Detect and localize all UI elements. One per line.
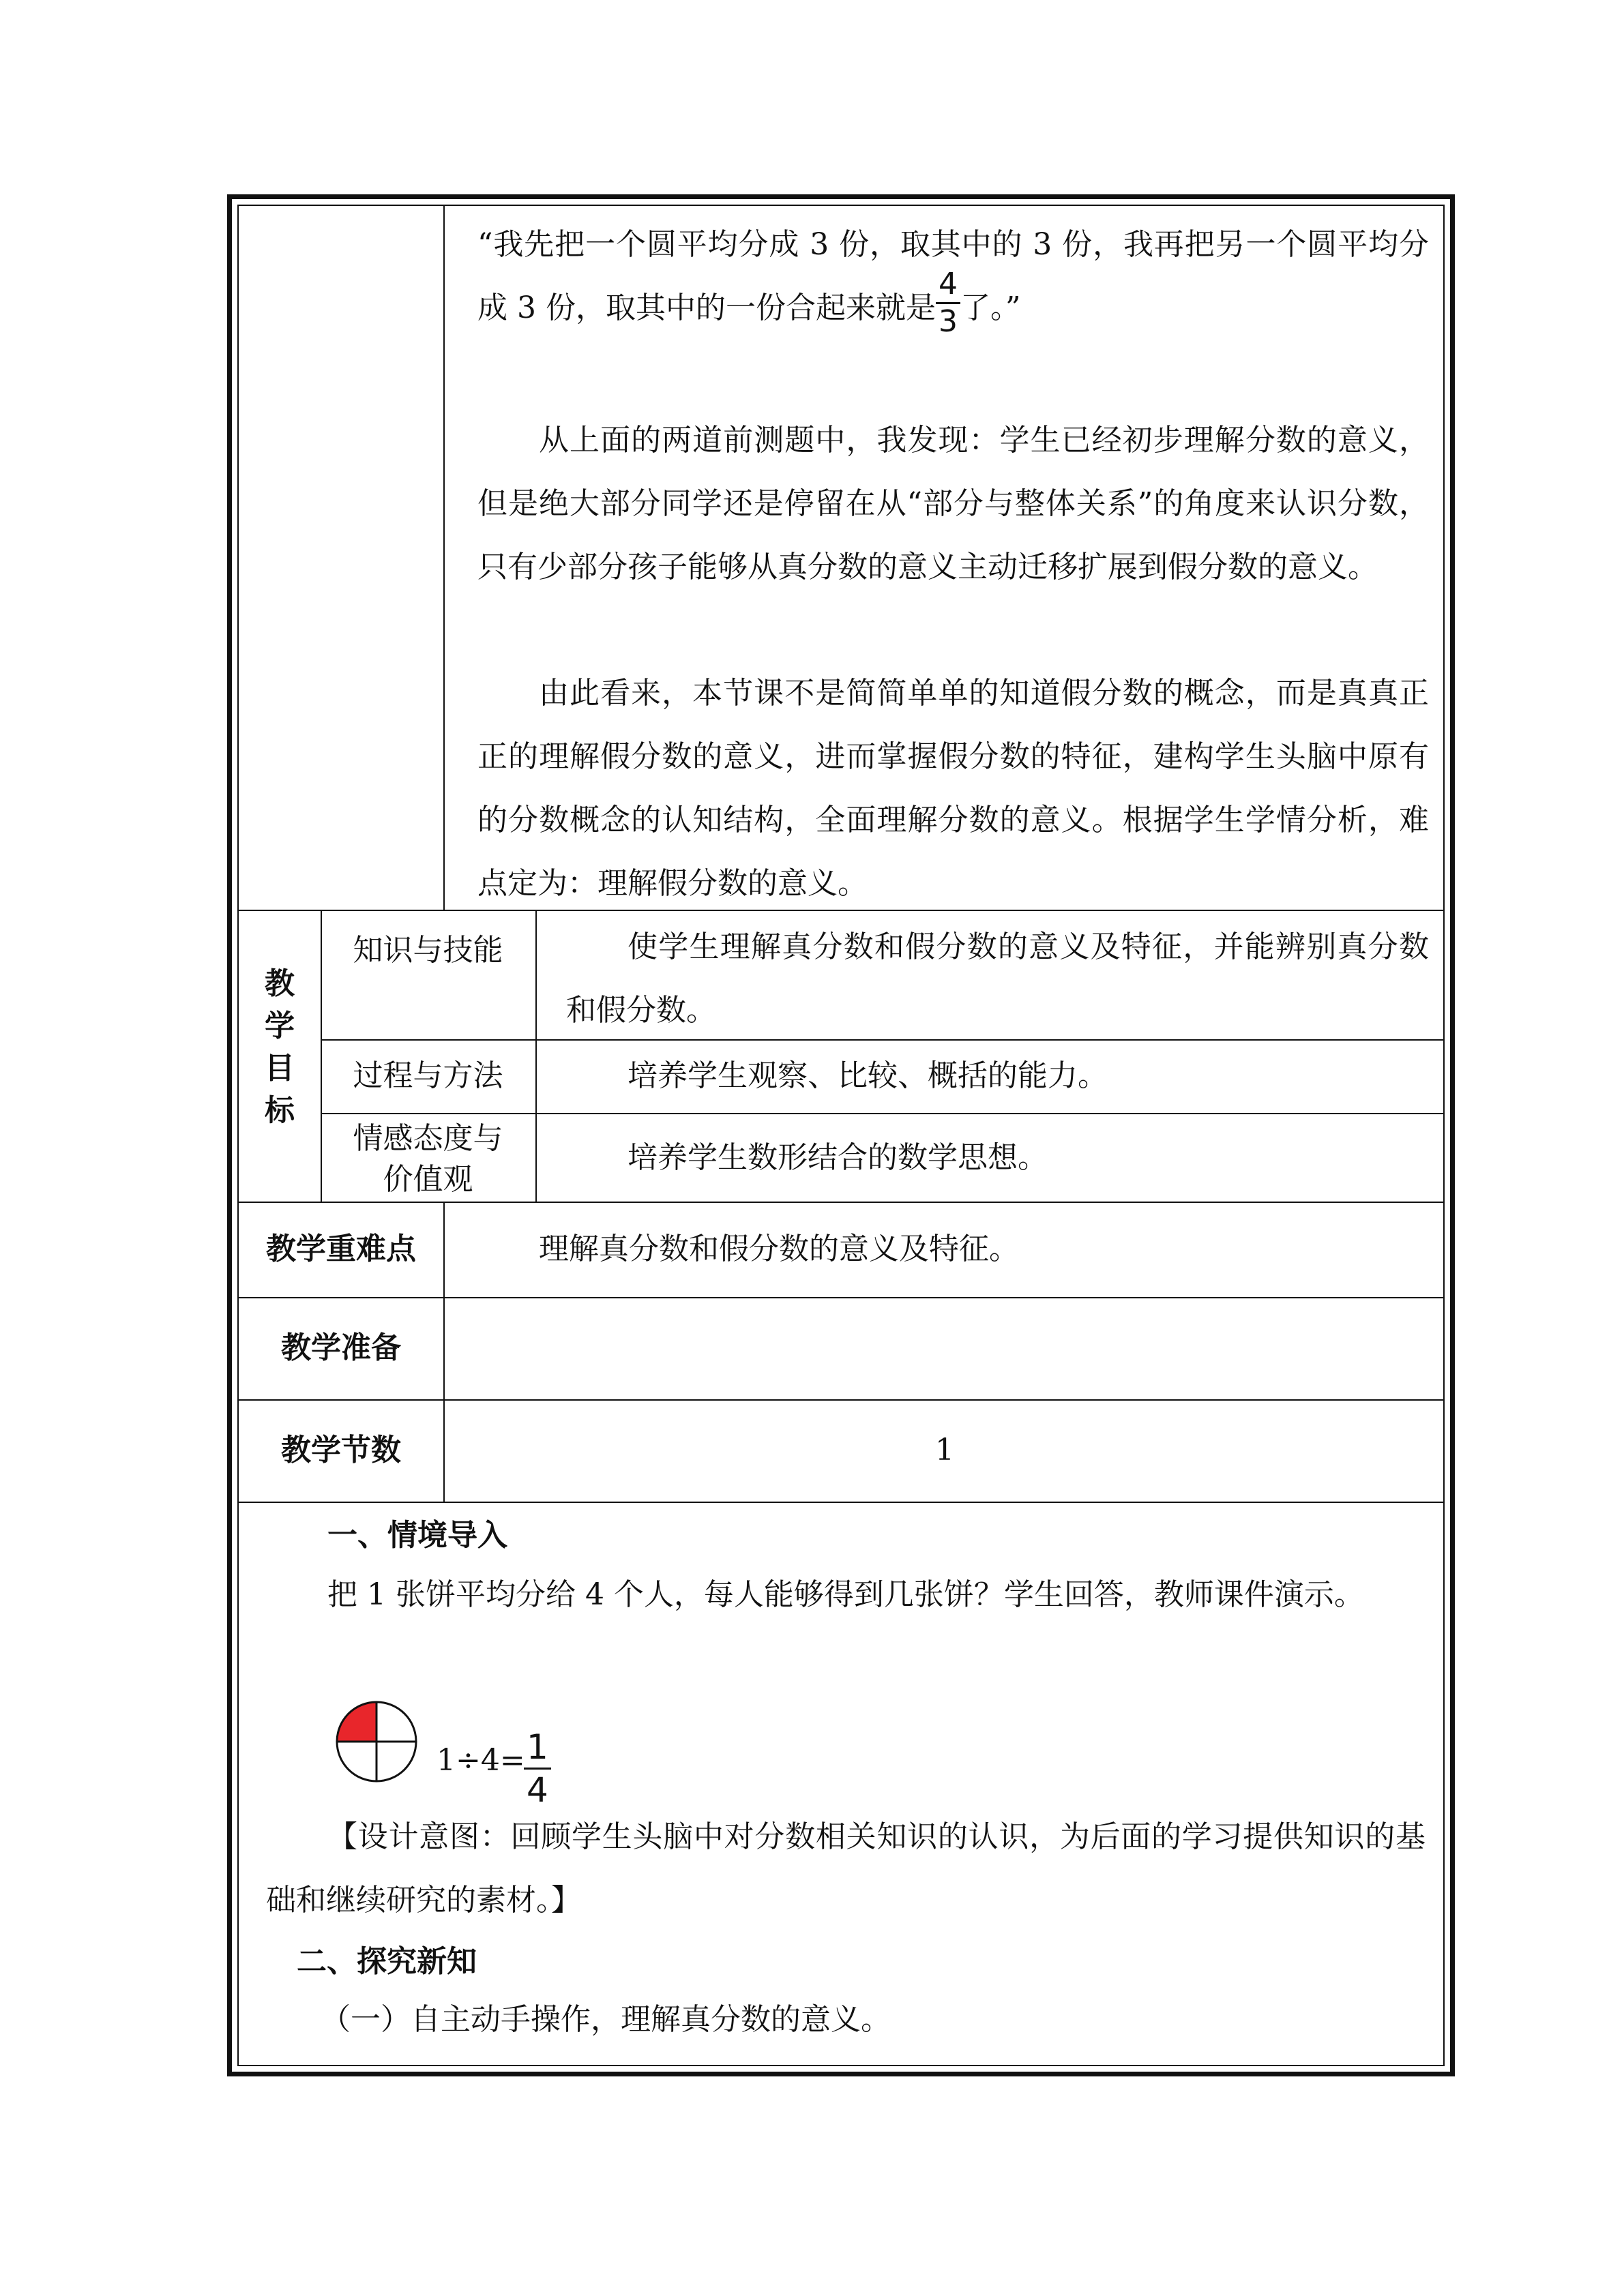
objective-name-knowledge: 知识与技能	[353, 933, 503, 968]
lesson-plan-table	[227, 194, 1455, 2076]
pie-quarter-diagram	[334, 1699, 419, 1784]
column-divider	[443, 206, 445, 910]
objectives-label: 教 学 目 标	[265, 966, 295, 1128]
row-divider	[239, 910, 1443, 911]
objective-name-process: 过程与方法	[353, 1058, 503, 1093]
subsection-heading-proper-fraction: （一）自主动手操作，理解真分数的意义。	[321, 2002, 891, 2037]
objective-text-knowledge: 使学生理解真分数和假分数的意义及特征，并能辨别真分数和假分数。	[566, 929, 1429, 1028]
fraction-four-thirds: $\frac{4}{3}$	[936, 267, 960, 340]
quote-paragraph: “我先把一个圆平均分成 3 份，取其中的 3 份，我再把另一个圆平均分成 3 份，取其中的一份合起来就是 $\frac{4}{3}$ 了。”	[477, 227, 1429, 339]
design-intent-note: 【设计意图：回顾学生头脑中对分数相关知识的认识，为后面的学习提供知识的基础和继续研究的素材。】	[266, 1819, 1426, 1918]
analysis-paragraph-1: 从上面的两道前测题中，我发现：学生已经初步理解分数的意义，但是绝大部分同学还是停留在从“部分与整体关系”的角度来认识分数，只有少部分孩子能够从真分数的意义主动迁移扩展到假分数的意义。	[477, 423, 1429, 584]
table-inner-border	[237, 205, 1445, 2066]
key-points-label: 教学重难点	[266, 1232, 416, 1266]
key-points-text: 理解真分数和假分数的意义及特征。	[539, 1232, 1019, 1266]
sessions-label: 教学节数	[281, 1433, 401, 1467]
row-divider	[239, 1502, 1443, 1503]
preparation-label: 教学准备	[281, 1330, 401, 1365]
section-heading-explore: 二、探究新知	[297, 1944, 477, 1979]
column-divider	[535, 910, 537, 1203]
sessions-value: 1	[935, 1433, 954, 1467]
fraction-one-quarter: $\frac{1}{4}$	[524, 1727, 551, 1810]
intro-paragraph: 把 1 张饼平均分给 4 个人，每人能够得到几张饼？学生回答，教师课件演示。	[327, 1577, 1364, 1612]
objective-text-process: 培养学生观察、比较、概括的能力。	[628, 1058, 1108, 1093]
objective-text-emotion: 培养学生数形结合的数学思想。	[628, 1140, 1048, 1175]
division-equation: 1÷4=	[437, 1743, 525, 1778]
section-heading-intro: 一、情境导入	[327, 1518, 507, 1553]
objective-name-emotion: 情感态度与 价值观	[353, 1121, 503, 1197]
analysis-paragraph-2: 由此看来，本节课不是简简单单的知道假分数的概念，而是真真正正的理解假分数的意义，进而掌握假分数的特征，建构学生头脑中原有的分数概念的认知结构，全面理解分数的意义。根据学生学情分析，难点定为：理解假分数的意义。	[477, 676, 1429, 901]
